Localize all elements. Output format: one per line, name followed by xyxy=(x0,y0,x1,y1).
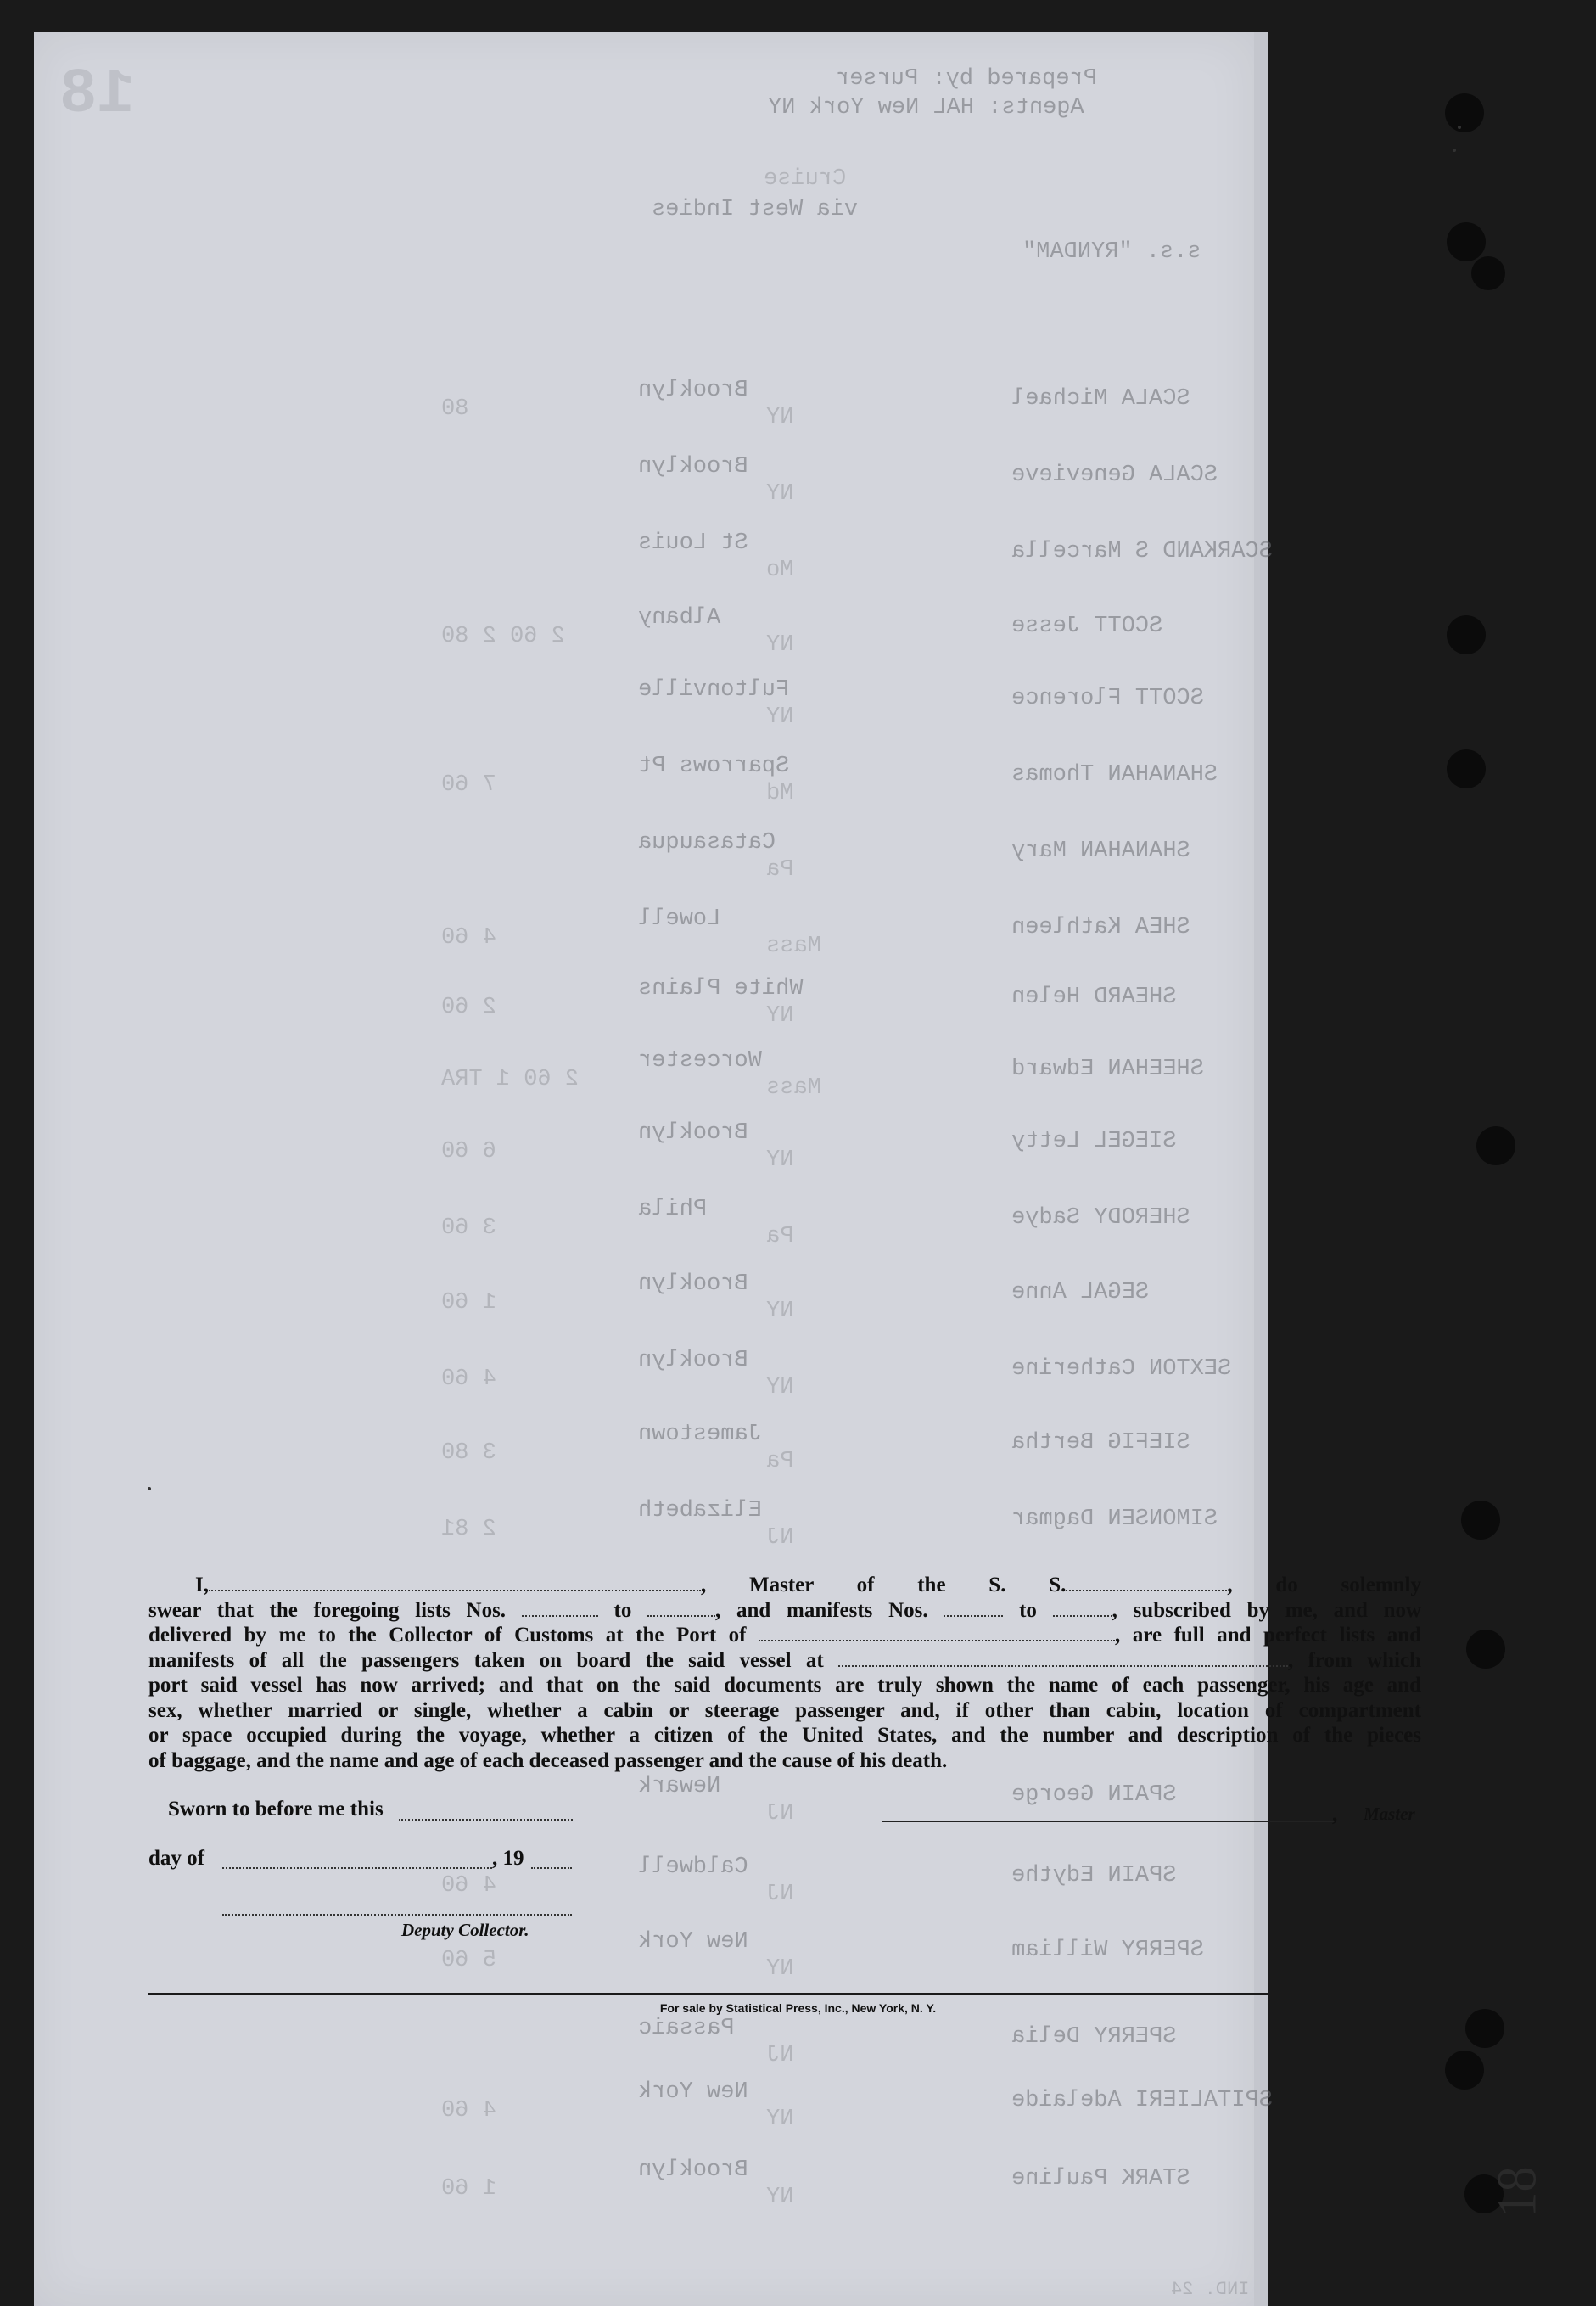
ghost-ship-name: s.s. "RYNDAM" xyxy=(1022,239,1201,265)
vessel-port-blank[interactable] xyxy=(838,1664,1288,1667)
deputy-collector-label: Deputy Collector. xyxy=(401,1920,529,1940)
passenger-residence: Worcester xyxy=(638,1048,762,1074)
passenger-residence: Brooklyn xyxy=(638,378,748,403)
passenger-state: NY xyxy=(766,1147,794,1173)
oath-text xyxy=(148,1573,1421,1773)
punch-hole xyxy=(1445,93,1484,132)
passenger-name: SEXTON Catherine xyxy=(1011,1356,1232,1382)
page-number: 18 xyxy=(1486,2166,1548,2218)
passenger-name: SCARKAND S Marcella xyxy=(1011,539,1273,564)
passenger-state: Pa xyxy=(766,1449,794,1474)
passenger-residence: Lowell xyxy=(638,906,721,932)
ghost-bottom-mark: IND. 24 xyxy=(1171,2279,1250,2300)
passenger-name: SCALA Michael xyxy=(1011,386,1190,412)
passenger-state: NY xyxy=(766,481,794,507)
passenger-residence: Passaic xyxy=(638,2016,735,2041)
passenger-state: Mass xyxy=(766,1075,821,1101)
passenger-name: SEGAL Anne xyxy=(1011,1280,1150,1305)
speck xyxy=(1453,149,1456,152)
deputy-collector-signature-line[interactable] xyxy=(222,1914,572,1916)
passenger-residence: Caldwell xyxy=(638,1854,748,1880)
passenger-age: 80 xyxy=(441,396,469,422)
master-label: Master xyxy=(1364,1804,1415,1824)
passenger-name: SHEARD Helen xyxy=(1011,985,1177,1010)
passenger-state: NJ xyxy=(766,1801,794,1826)
punch-hole xyxy=(1447,749,1486,788)
passenger-age: 4 60 xyxy=(441,925,496,951)
year-label: , 19 xyxy=(492,1847,524,1870)
punch-hole xyxy=(1447,222,1486,261)
master-signature-line[interactable] xyxy=(882,1821,1336,1822)
passenger-age: 2 81 xyxy=(441,1517,496,1542)
passenger-residence: Brooklyn xyxy=(638,454,748,480)
month-blank[interactable] xyxy=(222,1867,492,1869)
passenger-name: SPAIN George xyxy=(1011,1782,1177,1808)
manifests-to-blank[interactable] xyxy=(1053,1614,1112,1617)
oath-line-2 xyxy=(148,1598,1421,1624)
passenger-residence: Albany xyxy=(638,605,721,631)
oath-subscribed: , subscribed by me, and now xyxy=(1112,1598,1422,1622)
oath-line-7: or space occupied during the voyage, whether a citizen of the United States, and the number and description of the pieces xyxy=(148,1724,1421,1747)
passenger-age: 2 60 1 TRA xyxy=(441,1067,580,1092)
oath-line-6: sex, whether married or single, whether a cabin or steerage passenger and, if other than cabin, location of compartment xyxy=(148,1698,1421,1722)
passenger-name: SCOTT Florence xyxy=(1011,686,1204,711)
oath-to: to xyxy=(613,1598,632,1622)
footer-rule xyxy=(148,1993,1421,1995)
passenger-age: 7 60 xyxy=(441,772,496,798)
passenger-state: Mass xyxy=(766,934,821,959)
passenger-residence: New York xyxy=(638,1929,748,1955)
passenger-residence: Catasauqua xyxy=(638,830,776,856)
punch-hole xyxy=(1447,615,1486,654)
ghost-page-number: 18 xyxy=(59,59,135,131)
passenger-residence: Phila xyxy=(638,1197,708,1222)
passenger-name: SCOTT Jesse xyxy=(1011,614,1163,639)
passenger-residence: Newark xyxy=(638,1774,721,1799)
passenger-state: NY xyxy=(766,1003,794,1029)
passenger-state: Mo xyxy=(766,558,794,583)
passenger-age: 4 60 xyxy=(441,1873,496,1899)
oath-manifests: manifests of all the passengers taken on board the said vessel at xyxy=(148,1648,824,1672)
punch-hole xyxy=(1476,1126,1515,1165)
passenger-state: NY xyxy=(766,2107,794,2132)
speck xyxy=(1458,126,1461,129)
lists-from-blank[interactable] xyxy=(522,1614,598,1617)
manifests-from-blank[interactable] xyxy=(944,1614,1003,1617)
passenger-name: SPERRY William xyxy=(1011,1938,1204,1963)
ship-name-blank[interactable] xyxy=(1066,1589,1227,1591)
passenger-age: 2 60 2 80 xyxy=(441,624,565,649)
ghost-cruise-line: via West Indies xyxy=(652,197,859,222)
passenger-state: NJ xyxy=(766,1882,794,1907)
punch-hole xyxy=(1466,1630,1505,1669)
passenger-residence: White Plains xyxy=(638,976,804,1002)
oath-line-3 xyxy=(148,1623,1421,1648)
passenger-state: NY xyxy=(766,405,794,430)
oath-line-5: port said vessel has now arrived; and that on the said documents are truly shown the name of each passenger, his age and xyxy=(148,1674,1421,1697)
sworn-date-blank[interactable] xyxy=(399,1819,573,1821)
oath-line-4 xyxy=(148,1648,1421,1674)
sworn-before-label: Sworn to before me this xyxy=(168,1798,384,1821)
port-blank[interactable] xyxy=(759,1639,1115,1641)
passenger-name: SIMONSEN Dagmar xyxy=(1011,1506,1218,1532)
passenger-state: Pa xyxy=(766,857,794,883)
passenger-age: 2 60 xyxy=(441,995,496,1020)
oath-master-of: , Master of the S. S. xyxy=(700,1574,1067,1596)
passenger-state: NY xyxy=(766,704,794,730)
oath-delivered: delivered by me to the Collector of Customs at the Port of xyxy=(148,1624,747,1647)
passenger-name: SPERRY Delia xyxy=(1011,2024,1177,2050)
passenger-state: NY xyxy=(766,2185,794,2210)
passenger-name: SHANAHAN Thomas xyxy=(1011,762,1218,788)
master-comma: , xyxy=(1332,1803,1338,1826)
passenger-state: NY xyxy=(766,1956,794,1982)
punch-hole xyxy=(1445,2051,1484,2090)
passenger-name: SHEEHAN Edward xyxy=(1011,1057,1204,1082)
passenger-age: 4 60 xyxy=(441,1366,496,1392)
passenger-age: 5 60 xyxy=(441,1948,496,1973)
passenger-residence: Brooklyn xyxy=(638,1120,748,1146)
oath-swear: swear that the foregoing lists Nos. xyxy=(148,1598,507,1622)
master-name-blank[interactable] xyxy=(209,1589,701,1591)
passenger-state: Pa xyxy=(766,1224,794,1249)
punch-hole xyxy=(1471,256,1505,290)
passenger-state: NY xyxy=(766,1375,794,1400)
passenger-name: SIEGEL Letty xyxy=(1011,1129,1177,1154)
oath-do-solemnly: , do solemnly xyxy=(1227,1574,1421,1596)
oath-i: I, xyxy=(195,1574,209,1596)
passenger-residence: Sparrows Pt xyxy=(638,754,790,779)
passenger-state: NY xyxy=(766,632,794,658)
oath-and-manifests: , and manifests Nos. xyxy=(715,1598,928,1622)
passenger-state: Md xyxy=(766,781,794,806)
passenger-age: 1 60 xyxy=(441,2176,496,2202)
passenger-age: 3 60 xyxy=(441,1215,496,1241)
passenger-residence: Elizabeth xyxy=(638,1498,762,1523)
passenger-residence: St Louis xyxy=(638,530,748,556)
passenger-name: STARK Pauline xyxy=(1011,2166,1190,2191)
lists-to-blank[interactable] xyxy=(647,1614,715,1617)
passenger-state: NJ xyxy=(766,2043,794,2068)
oath-line-8: of baggage, and the name and age of each deceased passenger and the cause of his death. xyxy=(148,1748,948,1772)
speck xyxy=(148,1487,151,1490)
passenger-age: 3 80 xyxy=(441,1440,496,1466)
oath-from-which: , from which xyxy=(1287,1648,1422,1672)
passenger-name: SPAIN Edythe xyxy=(1011,1863,1177,1888)
page-edge xyxy=(1254,32,1268,2306)
passenger-residence: Brooklyn xyxy=(638,1348,748,1373)
passenger-state: NY xyxy=(766,1299,794,1324)
passenger-name: SHEA Kathleen xyxy=(1011,915,1190,940)
passenger-residence: Brooklyn xyxy=(638,1271,748,1297)
passenger-age: 1 60 xyxy=(441,1290,496,1316)
ghost-header-line: Agents: HAL New York NY xyxy=(768,95,1084,121)
oath-full-perfect: , are full and perfect lists and xyxy=(1115,1624,1422,1647)
passenger-residence: Brooklyn xyxy=(638,2157,748,2183)
passenger-name: SPITALIERI Adelaide xyxy=(1011,2088,1273,2113)
year-blank[interactable] xyxy=(531,1867,572,1869)
passenger-age: 4 60 xyxy=(441,2098,496,2124)
day-of-label: day of xyxy=(148,1847,204,1870)
passenger-age: 6 60 xyxy=(441,1139,496,1164)
passenger-name: SHANAHAN Mary xyxy=(1011,839,1190,864)
passenger-name: SHERODY Sadye xyxy=(1011,1205,1190,1231)
passenger-name: SIEFIG Bertha xyxy=(1011,1430,1190,1456)
punch-hole xyxy=(1461,1501,1500,1540)
passenger-residence: New York xyxy=(638,2079,748,2105)
oath-to: to xyxy=(1019,1598,1037,1622)
oath-line-1 xyxy=(148,1573,1421,1598)
ghost-header-line: Prepared by: Purser xyxy=(836,66,1097,92)
document-page xyxy=(34,32,1254,2306)
passenger-name: SCALA Genevieve xyxy=(1011,463,1218,488)
passenger-residence: Fultonville xyxy=(638,677,790,703)
passenger-state: NJ xyxy=(766,1525,794,1551)
footer-publisher: For sale by Statistical Press, Inc., New York, N. Y. xyxy=(659,2001,937,2015)
passenger-residence: Jamestown xyxy=(638,1422,762,1447)
ghost-cruise-line: Cruise xyxy=(764,166,847,192)
